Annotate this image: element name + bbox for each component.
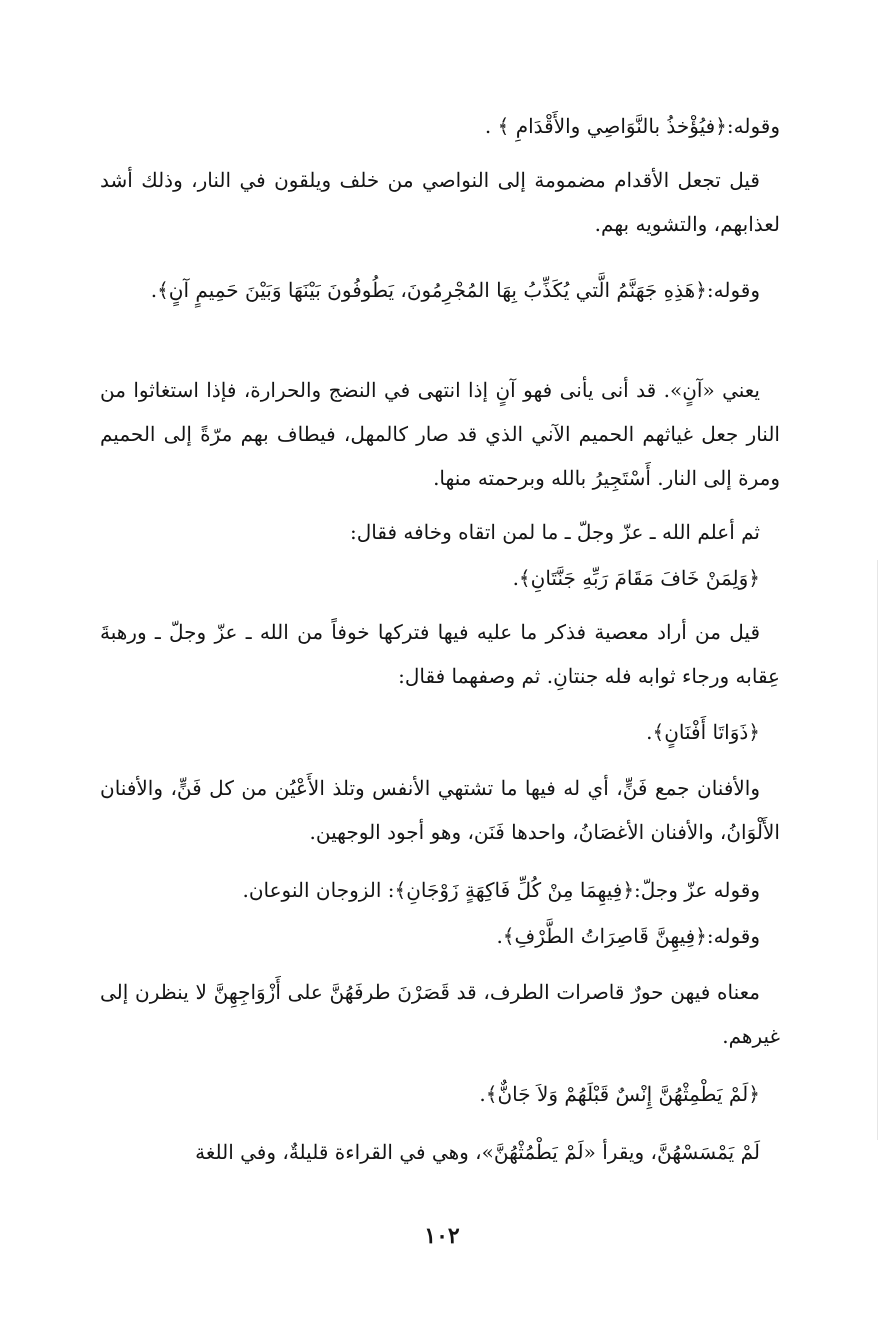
verse-quote-paragraph: وقوله:﴿فيُؤْخذُ بالنَّوَاصِي والأَقْدَامِ ﴾ . bbox=[484, 114, 780, 138]
commentary-paragraph: قيل تجعل الأقدام مضمومة إلى النواصي من خلف ويلقون في النار، وذلك أشد لعذابهم، والتشويه بهم. bbox=[100, 168, 780, 236]
commentary-paragraph: يعني «آنٍ». قد أنى يأنى فهو آنٍ إذا انتهى في النضج والحرارة، فإذا استغاثوا من النار جعل غياثهم الحميم الآني الذي قد صار كالمهل، فيطاف بهم مرّةً إلى الحميم ومرة إلى النار. أَسْتَجِيرُ بالله وبرحمته منها. bbox=[100, 378, 780, 490]
verse-quote-paragraph: وقوله:﴿هَذِهِ جَهَنَّمُ الَّتي يُكَذِّبُ بِهَا المُجْرِمُونَ، يَطُوفُونَ بَيْنَهَا وَبَيْنَ حَمِيمٍ آنٍ﴾. bbox=[150, 278, 760, 302]
commentary-paragraph: معناه فيهن حورٌ قاصرات الطرف، قد قَصَرْنَ طرفَهُنَّ على أَزْوَاجِهِنَّ لا ينظرن إلى غيرهم. bbox=[100, 980, 780, 1048]
commentary-paragraph: ثم أعلم الله ـ عزّ وجلّ ـ ما لمن اتقاه وخافه فقال: bbox=[349, 520, 760, 544]
commentary-paragraph: والأفنان جمع فَنٍّ، أي له فيها ما تشتهي الأنفس وتلذ الأَعْيُن من كل فَنٍّ، والأفنان الأَلْوَانُ، والأفنان الأغصَانُ، واحدها فَنَن، وهو أجود الوجهين. bbox=[100, 776, 780, 844]
verse-quote-paragraph: وقوله عزّ وجلّ:﴿فِيهِمَا مِنْ كُلِّ فَاكِهَةٍ زَوْجَانِ﴾: الزوجان النوعان. bbox=[242, 878, 760, 902]
commentary-paragraph: لَمْ يَمْسَسْهُنَّ، ويقرأ «لَمْ يَطْمُثْهُنَّ»، وهي في القراءة قليلةٌ، وفي اللغة bbox=[195, 1140, 760, 1164]
verse-quote-paragraph: وقوله:﴿فِيهِنَّ قَاصِرَاتُ الطَّرْفِ﴾. bbox=[496, 924, 760, 948]
commentary-paragraph: قيل من أراد معصية فذكر ما عليه فيها فتركها خوفاً من الله ـ عزّ وجلّ ـ ورهبةَ عِقابه ورجاء ثوابه فله جنتانِ. ثم وصفهما فقال: bbox=[100, 620, 780, 688]
scan-margin-line bbox=[877, 560, 878, 1140]
verse-quote-paragraph: ﴿لَمْ يَطْمِثْهُنَّ إِنْسٌ قَبْلَهُمْ وَلاَ جَانٌّ﴾. bbox=[479, 1082, 760, 1106]
verse-quote-paragraph: ﴿ذَوَاتَا أَفْنَانٍ﴾. bbox=[646, 720, 760, 744]
verse-quote-paragraph: ﴿وَلِمَنْ خَافَ مَقَامَ رَبِّهِ جَنَّتَانِ﴾. bbox=[512, 566, 760, 590]
page-number: ١٠٢ bbox=[424, 1223, 460, 1249]
